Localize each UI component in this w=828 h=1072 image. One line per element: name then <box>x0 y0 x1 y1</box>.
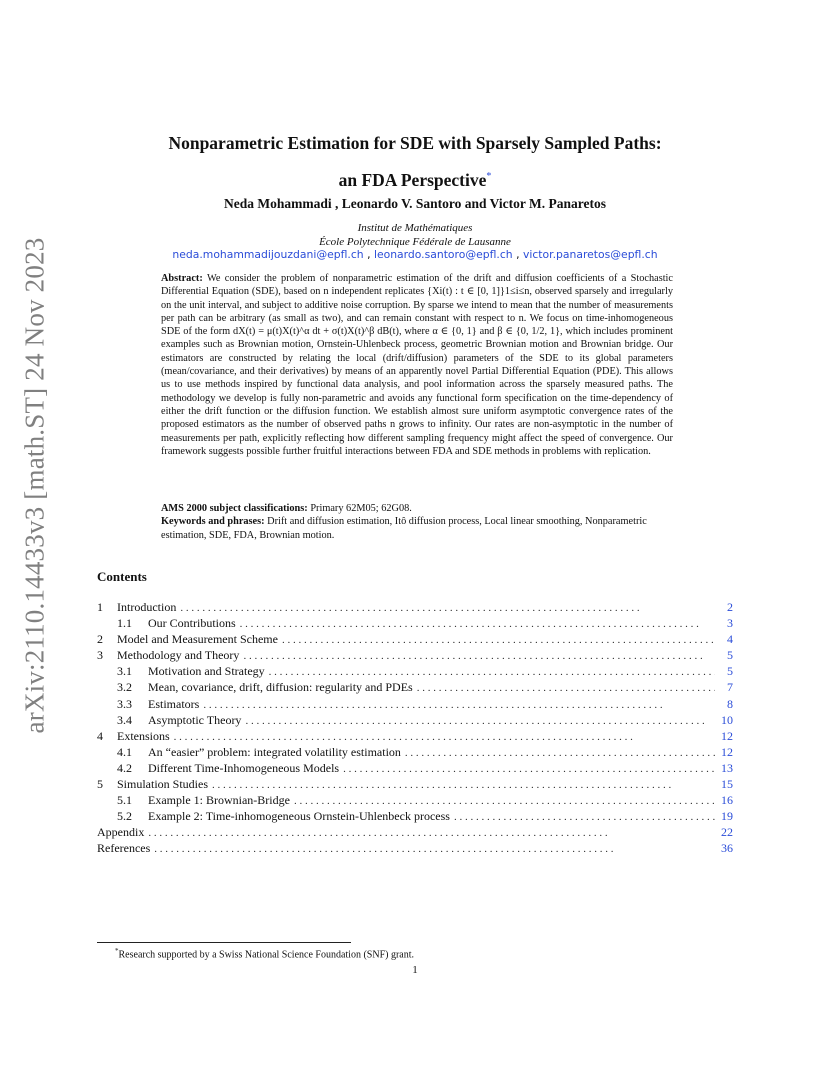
toc-number: 4 <box>97 728 103 743</box>
toc-dot-leader <box>401 747 715 759</box>
toc-page-link[interactable]: 16 <box>721 793 733 808</box>
toc-title: Introduction <box>117 600 177 614</box>
toc-entry[interactable] <box>97 729 733 745</box>
toc-title: Different Time-Inhomogeneous Models <box>148 760 340 775</box>
toc-number: 4.2 <box>117 760 132 775</box>
toc-dot-leader <box>236 618 715 630</box>
toc-entry[interactable] <box>97 761 733 777</box>
toc-dot-leader <box>278 634 715 646</box>
toc-title: Our Contributions <box>148 616 236 631</box>
toc-page-link[interactable]: 22 <box>721 825 733 840</box>
email-separator: , <box>367 248 371 261</box>
table-of-contents <box>97 600 733 858</box>
toc-entry[interactable] <box>97 632 733 648</box>
toc-page-link[interactable]: 3 <box>727 616 733 631</box>
toc-entry[interactable] <box>97 616 733 632</box>
toc-dot-leader <box>339 763 715 775</box>
toc-title: An “easier” problem: integrated volatility estimation <box>148 744 401 759</box>
toc-dot-leader <box>241 715 715 727</box>
title-line-1: Nonparametric Estimation for SDE with Sparsely Sampled Paths: <box>168 133 662 153</box>
toc-title: Appendix <box>97 825 145 840</box>
toc-dot-leader <box>450 811 715 823</box>
toc-dot-leader <box>239 650 715 662</box>
abstract <box>161 272 673 458</box>
toc-number: 5 <box>97 777 103 792</box>
contents-heading: Contents <box>97 569 147 584</box>
toc-page-link[interactable]: 2 <box>727 600 733 614</box>
toc-number: 5.1 <box>117 793 132 808</box>
footnote-rule <box>97 942 351 943</box>
toc-page-link[interactable]: 13 <box>721 760 733 775</box>
toc-page-link[interactable]: 36 <box>721 841 733 856</box>
toc-entry[interactable] <box>97 825 733 841</box>
abstract-text: We consider the problem of nonparametric estimation of the drift and diffusion coefficients of a Stochastic Differential Equation (SDE), based on n independent replicates {Xi(t) : t ∈ [0, 1]}1≤i≤n, observed sparsely and irregularly on the unit interval, and subject to additive noise corruption. By sparse we intend to mean that the number of measurements per path can be arbitrary (as small as two), and can remain constant with respect to n. We focus on time-inhomogeneous SDE of the form dX(t) = μ(t)X(t)^α dt + σ(t)X(t)^β dB(t), where α ∈ {0, 1} and β ∈ {0, 1/2, 1}, which includes prominent examples such as Brownian motion, Ornstein-Uhlenbeck process, geometric Brownian motion and Brownian bridge. Our estimators are constructed by relating the local (drift/diffusion) parameters of the SDE to its global parameters (mean/covariance, and their derivatives) by means of an apparently novel Partial Differential Equation (PDE). This allows us to use methods inspired by functional data analysis, and pool information across the sparsely measured paths. The methodology we develop is fully non-parametric and avoids any functional form specification on the time-dependency of either the drift function or the diffusion function. We establish almost sure uniform asymptotic convergence rates of the proposed estimators as the number of observed paths n grows to infinity. Our rates are non-asymptotic in the number of measurements per path, explicitly reflecting how different sampling frequency might affect the speed of convergence. Our framework suggests possible further fruitful interactions between FDA and SDE methods in problems with replication. <box>161 273 673 457</box>
paper-title <box>97 126 733 197</box>
toc-number: 3.2 <box>117 680 132 695</box>
toc-entry[interactable] <box>97 713 733 729</box>
toc-page-link[interactable]: 5 <box>727 648 733 663</box>
email-link-2[interactable]: leonardo.santoro@epfl.ch <box>373 248 513 261</box>
toc-page-link[interactable]: 19 <box>721 809 733 824</box>
toc-entry[interactable] <box>97 809 733 825</box>
toc-dot-leader <box>199 699 715 711</box>
title-line-2: an FDA Perspective* <box>338 169 492 190</box>
toc-number: 3.4 <box>117 712 132 727</box>
toc-page-link[interactable]: 5 <box>727 664 733 679</box>
toc-entry[interactable] <box>97 600 733 616</box>
toc-title: Example 1: Brownian-Bridge <box>148 793 290 808</box>
toc-title: Mean, covariance, drift, diffusion: regularity and PDEs <box>148 680 413 695</box>
toc-title: Model and Measurement Scheme <box>117 632 278 647</box>
classification <box>161 502 673 542</box>
toc-number: 3.3 <box>117 696 132 711</box>
toc-number: 3.1 <box>117 664 132 679</box>
toc-page-link[interactable]: 12 <box>721 744 733 759</box>
toc-title: Methodology and Theory <box>117 648 240 663</box>
toc-number: 1 <box>97 600 103 614</box>
toc-title: Estimators <box>148 696 200 711</box>
email-link-3[interactable]: victor.panaretos@epfl.ch <box>522 248 658 261</box>
toc-page-link[interactable]: 10 <box>721 712 733 727</box>
toc-number: 5.2 <box>117 809 132 824</box>
toc-dot-leader <box>290 795 715 807</box>
toc-number: 4.1 <box>117 744 132 759</box>
toc-title: Motivation and Strategy <box>148 664 265 679</box>
toc-page-link[interactable]: 8 <box>727 696 733 711</box>
title-footnote-link[interactable]: * <box>486 171 492 182</box>
affiliation-line-2: École Polytechnique Fédérale de Lausanne <box>319 236 511 248</box>
toc-title: References <box>97 841 151 856</box>
toc-entry[interactable] <box>97 680 733 696</box>
affiliation-line-1: Institut de Mathématiques <box>357 222 473 234</box>
arxiv-stamp <box>19 237 50 733</box>
toc-page-link[interactable]: 12 <box>721 728 733 743</box>
authors: Neda Mohammadi , Leonardo V. Santoro and Victor M. Panaretos <box>223 196 607 211</box>
toc-title: Simulation Studies <box>117 777 209 792</box>
toc-dot-leader <box>208 779 715 791</box>
toc-page-link[interactable]: 15 <box>721 777 733 792</box>
ams-classification: AMS 2000 subject classifications: Primary 62M05; 62G08. <box>161 503 412 514</box>
abstract-label: Abstract: <box>161 273 203 284</box>
email-separator: , <box>516 248 520 261</box>
toc-page-link[interactable]: 4 <box>727 632 733 647</box>
footnote: *Research supported by a Swiss National Science Foundation (SNF) grant. <box>115 947 415 961</box>
toc-title: Example 2: Time-inhomogeneous Ornstein-Uhlenbeck process <box>148 809 450 824</box>
toc-dot-leader <box>413 682 715 694</box>
toc-entry[interactable] <box>97 777 733 793</box>
toc-entry[interactable] <box>97 648 733 664</box>
toc-dot-leader <box>265 666 715 678</box>
toc-dot-leader <box>144 827 715 839</box>
toc-entry[interactable] <box>97 793 733 809</box>
toc-dot-leader <box>176 602 715 614</box>
toc-entry[interactable] <box>97 664 733 680</box>
email-link-1[interactable]: neda.mohammadijouzdani@epfl.ch <box>172 248 364 261</box>
arxiv-id: arXiv:2110.14433v3 [math.ST] 24 Nov 2023 <box>19 237 50 733</box>
toc-entry[interactable] <box>97 697 733 713</box>
keywords: Keywords and phrases: Drift and diffusion estimation, Itô diffusion process, Local linear smoothing, Nonparametric estimation, SDE, FDA, Brownian motion. <box>161 516 647 541</box>
page-number: 1 <box>412 964 418 976</box>
toc-page-link[interactable]: 7 <box>727 680 733 695</box>
toc-number: 2 <box>97 632 103 647</box>
toc-dot-leader <box>170 731 715 743</box>
toc-title: Extensions <box>117 728 170 743</box>
emails <box>97 248 733 261</box>
toc-title: Asymptotic Theory <box>148 712 242 727</box>
toc-dot-leader <box>150 843 715 855</box>
affiliation <box>97 221 733 249</box>
toc-number: 1.1 <box>117 616 132 631</box>
toc-entry[interactable] <box>97 745 733 761</box>
toc-entry[interactable] <box>97 841 733 857</box>
toc-number: 3 <box>97 648 103 663</box>
